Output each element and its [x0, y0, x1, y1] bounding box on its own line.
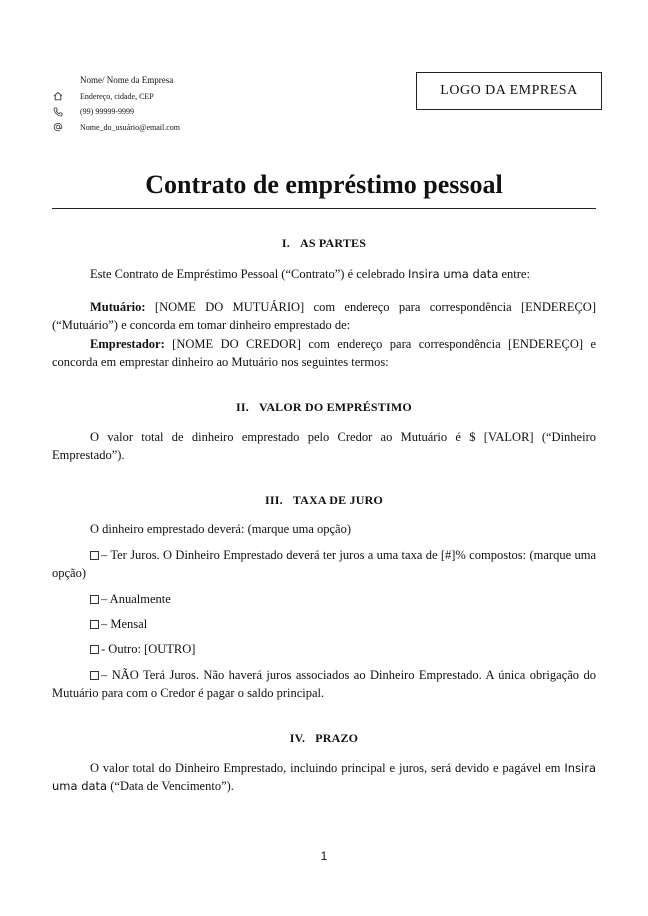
borrower-label: Mutuário: [90, 300, 146, 314]
term-paragraph [52, 759, 596, 795]
option-no-interest-text: – NÃO Terá Juros. Não haverá juros associados ao Dinheiro Emprestado. A única obrigação do Mutuário para com o Credor é pagar o saldo principal. [52, 668, 596, 700]
phone: (99) 99999-9999 [80, 107, 134, 116]
checkbox-monthly[interactable] [90, 620, 99, 629]
section-title: PRAZO [315, 731, 359, 745]
phone-row [52, 104, 180, 120]
option-monthly-text: – Mensal [101, 617, 148, 631]
section-heading-interest [52, 493, 596, 508]
option-annual [90, 590, 171, 608]
parties-intro [52, 265, 596, 283]
term-text-end: (“Data de Vencimento”). [107, 779, 234, 793]
section-title: TAXA DE JURO [292, 493, 383, 507]
section-number: III. [265, 493, 283, 507]
email-row [52, 120, 180, 136]
due-date-placeholder[interactable]: Insira uma data [52, 761, 596, 793]
option-no-interest [52, 666, 596, 702]
phone-icon [52, 106, 64, 118]
borrower-text: [NOME DO MUTUÁRIO] com endereço para correspondência [ENDEREÇO](“Mutuário”) e concorda em tomar dinheiro emprestado de: [52, 300, 596, 332]
parties-intro-text: Este Contrato de Empréstimo Pessoal (“Contrato”) é celebrado [90, 267, 408, 281]
section-heading-parties [52, 236, 596, 251]
address-row [52, 89, 180, 105]
option-monthly [90, 615, 147, 633]
section-number: I. [281, 236, 290, 250]
page-number: 1 [320, 849, 328, 863]
checkbox-no-interest[interactable] [90, 671, 99, 680]
borrower-paragraph [52, 298, 596, 334]
section-number: IV. [289, 731, 306, 745]
company-name: Nome/ Nome da Empresa [80, 75, 174, 85]
company-name-row [52, 73, 180, 89]
email: Nome_do_usuário@email.com [80, 122, 181, 132]
term-text: O valor total do Dinheiro Emprestado, incluindo principal e juros, será devido e pagável em [90, 761, 565, 775]
home-icon [52, 90, 64, 102]
checkbox-annual[interactable] [90, 595, 99, 604]
section-title: AS PARTES [299, 236, 367, 250]
parties-intro-end: entre: [498, 267, 530, 281]
company-logo-placeholder: LOGO DA EMPRESA [416, 72, 602, 110]
contact-block [52, 73, 180, 135]
date-placeholder[interactable]: Insira uma data [407, 267, 499, 281]
section-number: II. [236, 400, 249, 414]
interest-intro: O dinheiro emprestado deverá: (marque uma opção) [90, 522, 352, 536]
section-heading-amount [52, 400, 596, 415]
lender-text: [NOME DO CREDOR] com endereço para correspondência [ENDEREÇO] e concorda em emprestar dinheiro ao Mutuário nos seguintes termos: [52, 337, 596, 369]
section-title: VALOR DO EMPRÉSTIMO [259, 400, 412, 414]
address: Endereço, cidade, CEP [80, 91, 154, 101]
amount-paragraph: O valor total de dinheiro emprestado pelo Credor ao Mutuário é $ [VALOR] (“Dinheiro Emprestado”). [52, 430, 596, 462]
title-divider [52, 208, 596, 209]
option-with-interest-text: – Ter Juros. O Dinheiro Emprestado deverá ter juros a uma taxa de [#]% compostos: (marque uma opção) [52, 548, 596, 580]
checkbox-with-interest[interactable] [90, 551, 99, 560]
section-heading-term [52, 731, 596, 746]
option-annual-text: – Anualmente [101, 592, 171, 606]
at-sign-icon [52, 121, 64, 133]
blank-icon-slot [52, 75, 64, 87]
option-other-text: - Outro: [OUTRO] [101, 642, 196, 656]
option-with-interest [52, 546, 596, 582]
lender-label: Emprestador: [90, 337, 165, 351]
option-other [90, 640, 195, 658]
checkbox-other[interactable] [90, 645, 99, 654]
lender-paragraph [52, 335, 596, 371]
document-title: Contrato de empréstimo pessoal [145, 170, 503, 199]
